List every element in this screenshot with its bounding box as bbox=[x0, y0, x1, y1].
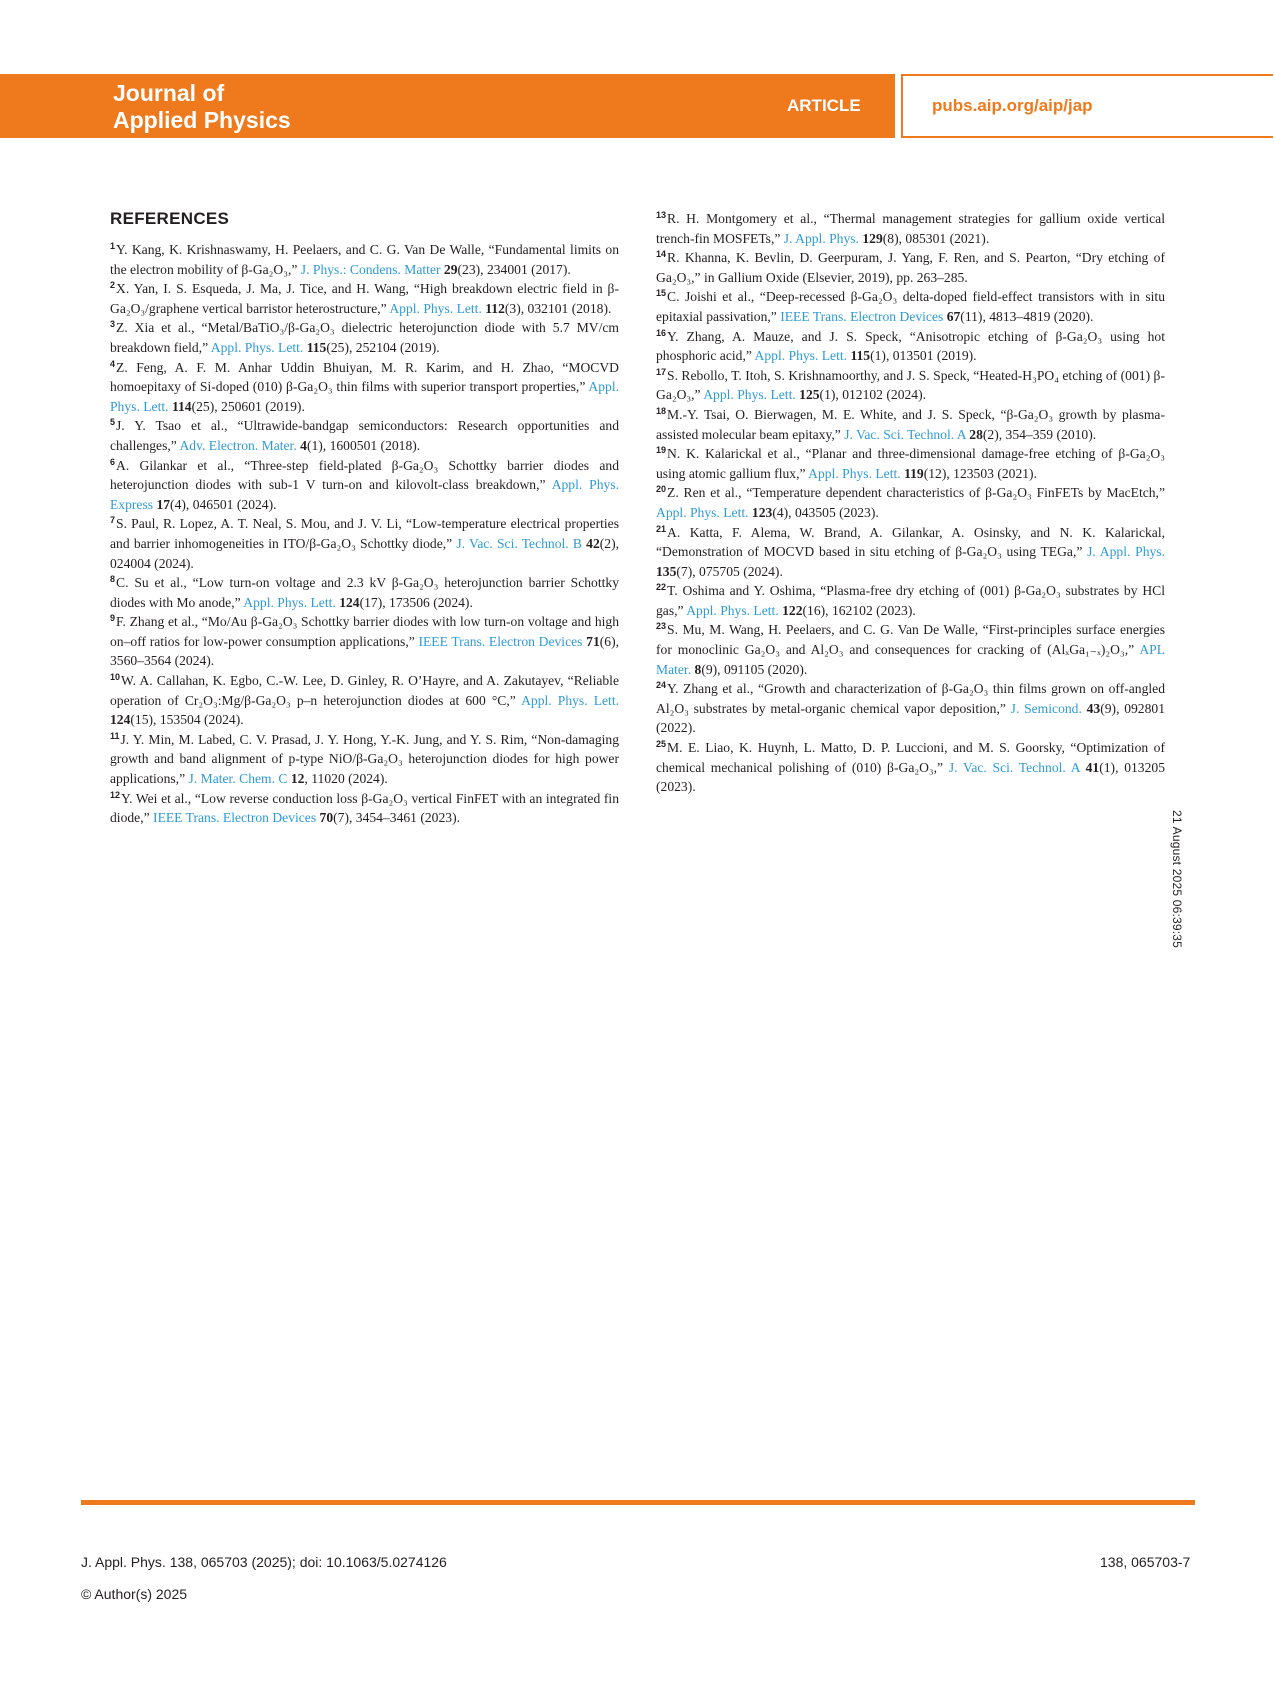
reference-volume: 43 bbox=[1086, 700, 1101, 716]
reference-text: S. Rebollo, T. Itoh, S. Krishnamoorthy, and J. S. Speck, “Heated-H₃PO₄ etching of (001) β-Ga₂O₃,” bbox=[656, 367, 1165, 403]
reference-journal-link[interactable]: J. Vac. Sci. Technol. A bbox=[844, 426, 966, 442]
reference-journal-link[interactable]: J. Vac. Sci. Technol. B bbox=[456, 535, 582, 551]
reference-item bbox=[656, 620, 1165, 679]
reference-text: Y. Wei et al., “Low reverse conduction loss β-Ga₂O₃ vertical FinFET with an integrated fin diode,” bbox=[110, 790, 619, 826]
reference-journal-link[interactable]: J. Semicond. bbox=[1010, 700, 1082, 716]
reference-volume: 28 bbox=[969, 426, 983, 442]
reference-number: 14 bbox=[656, 249, 667, 260]
reference-details: (4), 043505 (2023). bbox=[772, 504, 879, 520]
reference-volume: 124 bbox=[339, 594, 360, 610]
reference-volume: 125 bbox=[799, 387, 820, 403]
reference-journal-link[interactable]: Appl. Phys. Express bbox=[110, 477, 620, 512]
reference-journal-link[interactable]: J. Appl. Phys. bbox=[1087, 544, 1165, 560]
reference-item bbox=[110, 514, 619, 573]
reference-volume: 114 bbox=[171, 398, 192, 414]
journal-title-line2: Applied Physics bbox=[113, 107, 291, 133]
reference-item bbox=[656, 483, 1165, 522]
reference-journal-link[interactable]: Appl. Phys. Lett. bbox=[656, 504, 749, 520]
reference-text: Z. Feng, A. F. M. Anhar Uddin Bhuiyan, M. R. Karim, and H. Zhao, “MOCVD homoepitaxy of Si-doped (010) β-Ga₂O₃ thin films with superior transport properties,” bbox=[110, 359, 619, 395]
reference-volume: 70 bbox=[319, 810, 334, 826]
reference-text: W. A. Callahan, K. Egbo, C.-W. Lee, D. Ginley, R. O’Hayre, and A. Zakutayev, “Reliable operation of Cr₂O₃:Mg/β-Ga₂O₃ p–n heterojunction diodes at 600 °C,” bbox=[110, 673, 619, 708]
reference-details: (11), 4813–4819 (2020). bbox=[960, 308, 1094, 324]
reference-journal-link[interactable]: Appl. Phys. Lett. bbox=[521, 692, 619, 708]
reference-details: (6), 3560–3564 (2024). bbox=[110, 633, 619, 669]
reference-number: 7 bbox=[110, 515, 116, 526]
reference-volume: 129 bbox=[862, 230, 883, 246]
reference-item bbox=[110, 730, 619, 789]
reference-number: 8 bbox=[110, 574, 116, 585]
reference-journal-link[interactable]: Appl. Phys. Lett. bbox=[808, 465, 901, 481]
reference-item bbox=[110, 456, 619, 515]
article-label: ARTICLE bbox=[787, 96, 861, 115]
reference-volume: 112 bbox=[485, 300, 505, 316]
reference-number: 9 bbox=[110, 613, 116, 624]
reference-text: M. E. Liao, K. Huynh, L. Matto, D. P. Luccioni, and M. S. Goorsky, “Optimization of chemical mechanical polishing of (010) β-Ga₂O₃,” bbox=[656, 740, 1165, 775]
reference-volume: 42 bbox=[586, 535, 600, 551]
reference-number: 15 bbox=[656, 288, 667, 299]
reference-details: (7), 3454–3461 (2023). bbox=[333, 810, 460, 826]
reference-volume: 67 bbox=[946, 308, 961, 324]
reference-text: R. H. Montgomery et al., “Thermal management strategies for gallium oxide vertical trench-fin MOSFETs,” bbox=[656, 211, 1165, 246]
reference-details: (25), 252104 (2019). bbox=[326, 339, 440, 355]
reference-text: F. Zhang et al., “Mo/Au β-Ga₂O₃ Schottky barrier diodes with low turn-on voltage and high on–off ratios for low-power consumption applications,” bbox=[110, 614, 619, 649]
reference-details: (15), 153504 (2024). bbox=[130, 712, 244, 728]
reference-volume: 115 bbox=[306, 339, 327, 355]
reference-details: (1), 013205 (2023). bbox=[656, 759, 1165, 795]
reference-number: 2 bbox=[110, 280, 116, 291]
reference-journal-link[interactable]: Appl. Phys. Lett. bbox=[243, 594, 336, 610]
reference-text: C. Joishi et al., “Deep-recessed β-Ga₂O₃ delta-doped field-effect transistors with in situ epitaxial passivation,” bbox=[656, 289, 1165, 324]
reference-text: R. Khanna, K. Bevlin, D. Geerpuram, J. Yang, F. Ren, and S. Pearton, “Dry etching of Ga₂O₃,” in Gallium Oxide (Elsevier, 2019), pp. 263–285. bbox=[656, 250, 1165, 285]
reference-journal-link[interactable]: Appl. Phys. Lett. bbox=[389, 300, 482, 316]
reference-number: 3 bbox=[110, 319, 116, 330]
reference-volume: 124 bbox=[110, 712, 131, 728]
reference-journal-link[interactable]: Appl. Phys. Lett. bbox=[210, 339, 304, 355]
references-column-left bbox=[110, 240, 619, 828]
footer-copyright: © Author(s) 2025 bbox=[81, 1586, 188, 1602]
reference-number: 18 bbox=[656, 405, 667, 416]
reference-item bbox=[110, 671, 619, 730]
reference-number: 10 bbox=[110, 672, 121, 683]
reference-text: J. Y. Min, M. Labed, C. V. Prasad, J. Y. Hong, Y.-K. Jung, and Y. S. Rim, “Non-damaging growth and band alignment of p-type NiO/β-Ga₂O₃ heterojunction diodes for high power applications,” bbox=[110, 731, 619, 787]
reference-journal-link[interactable]: Adv. Electron. Mater. bbox=[179, 437, 297, 453]
reference-item bbox=[656, 444, 1165, 483]
reference-details: (4), 046501 (2024). bbox=[170, 496, 277, 512]
reference-volume: 4 bbox=[300, 437, 307, 453]
reference-details: (25), 250601 (2019). bbox=[191, 398, 305, 414]
reference-number: 12 bbox=[110, 789, 121, 800]
reference-volume: 41 bbox=[1085, 759, 1100, 775]
reference-journal-link[interactable]: IEEE Trans. Electron Devices bbox=[153, 810, 317, 826]
reference-volume: 123 bbox=[751, 504, 773, 520]
reference-item bbox=[110, 240, 619, 279]
reference-text: M.-Y. Tsai, O. Bierwagen, M. E. White, and J. S. Speck, “β-Ga₂O₃ growth by plasma-assisted molecular beam epitaxy,” bbox=[656, 406, 1165, 442]
reference-number: 13 bbox=[656, 210, 667, 220]
reference-item bbox=[110, 416, 619, 455]
reference-text: S. Paul, R. Lopez, A. T. Neal, S. Mou, and J. V. Li, “Low-temperature electrical properties and barrier inhomogeneities in ITO/β-Ga₂O₃ Schottky diode,” bbox=[110, 516, 619, 551]
footer-citation-block bbox=[81, 1546, 447, 1610]
reference-item bbox=[656, 523, 1165, 582]
reference-volume: 12 bbox=[290, 771, 305, 787]
reference-details: (23), 234001 (2017). bbox=[457, 261, 571, 277]
reference-text: Y. Zhang, A. Mauze, and J. S. Speck, “Anisotropic etching of β-Ga₂O₃ using hot phosphoric acid,” bbox=[656, 328, 1165, 364]
reference-number: 25 bbox=[656, 739, 667, 750]
reference-details: (2), 354–359 (2010). bbox=[982, 426, 1097, 442]
reference-text: X. Yan, I. S. Esqueda, J. Ma, J. Tice, and H. Wang, “High breakdown electric field in β-Ga₂O₃/graphene vertical barristor heterostructure,” bbox=[110, 281, 619, 316]
reference-journal-link[interactable]: J. Mater. Chem. C bbox=[188, 771, 288, 787]
reference-journal-link[interactable]: Appl. Phys. Lett. bbox=[754, 348, 848, 364]
reference-number: 17 bbox=[656, 366, 667, 377]
reference-number: 5 bbox=[110, 417, 116, 428]
reference-details: (1), 012102 (2024). bbox=[819, 387, 927, 403]
reference-number: 4 bbox=[110, 358, 116, 369]
reference-item bbox=[110, 318, 619, 357]
reference-text: C. Su et al., “Low turn-on voltage and 2.3 kV β-Ga₂O₃ heterojunction barrier Schottky diodes with Mo anode,” bbox=[110, 575, 619, 610]
reference-volume: 17 bbox=[156, 496, 171, 512]
reference-item bbox=[656, 738, 1165, 797]
reference-journal-link[interactable]: Appl. Phys. Lett. bbox=[686, 602, 779, 618]
reference-number: 20 bbox=[656, 484, 667, 495]
reference-text: Z. Ren et al., “Temperature dependent characteristics of β-Ga₂O₃ FinFETs by MacEtch,” bbox=[667, 485, 1165, 501]
reference-details: (1), 1600501 (2018). bbox=[306, 437, 421, 453]
reference-text: A. Katta, F. Alema, W. Brand, A. Gilankar, A. Osinsky, and N. K. Kalarickal, “Demonstration of MOCVD based in situ etching of β-Ga₂O₃ using TEGa,” bbox=[656, 524, 1165, 560]
reference-text: J. Y. Tsao et al., “Ultrawide-bandgap semiconductors: Research opportunities and challenges,” bbox=[110, 418, 619, 453]
reference-item bbox=[656, 366, 1165, 405]
reference-volume: 119 bbox=[904, 465, 924, 481]
section-title: REFERENCES bbox=[110, 209, 230, 228]
reference-text: Y. Zhang et al., “Growth and characterization of β-Ga₂O₃ thin films grown on off-angled Al₂O₃ substrates by metal-organic chemical vapor deposition,” bbox=[656, 681, 1165, 716]
reference-details: (2), 024004 (2024). bbox=[110, 535, 619, 571]
reference-text: S. Mu, M. Wang, H. Peelaers, and C. G. Van De Walle, “First-principles surface energies for monoclinic Ga₂O₃ and Al₂O₃ and consequences for cracking of (AlₓGa₁₋ₓ)₂O₃,” bbox=[656, 622, 1165, 658]
reference-journal-link[interactable]: Appl. Phys. Lett. bbox=[703, 387, 796, 403]
reference-text: N. K. Kalarickal et al., “Planar and three-dimensional damage-free etching of β-Ga₂O₃ using atomic gallium flux,” bbox=[656, 446, 1165, 481]
reference-volume: 135 bbox=[656, 563, 677, 579]
reference-item bbox=[656, 248, 1165, 287]
reference-details: , 11020 (2024). bbox=[304, 771, 388, 787]
reference-journal-link[interactable]: J. Vac. Sci. Technol. A bbox=[948, 759, 1080, 775]
reference-number: 21 bbox=[656, 523, 667, 534]
reference-details: (3), 032101 (2018). bbox=[504, 300, 612, 316]
reference-text: T. Oshima and Y. Oshima, “Plasma-free dry etching of (001) β-Ga₂O₃ substrates by HCl gas,” bbox=[656, 583, 1165, 618]
reference-details: (17), 173506 (2024). bbox=[359, 594, 473, 610]
reference-volume: 8 bbox=[694, 661, 702, 677]
reference-item bbox=[110, 612, 619, 671]
reference-volume: 115 bbox=[850, 348, 871, 364]
reference-number: 22 bbox=[656, 582, 667, 593]
reference-number: 24 bbox=[656, 680, 667, 691]
reference-details: (1), 013501 (2019). bbox=[870, 348, 977, 364]
reference-text: A. Gilankar et al., “Three-step field-plated β-Ga₂O₃ Schottky barrier diodes and heterojunction diodes with sub-1 V turn-on and kilovolt-class breakdown,” bbox=[110, 457, 619, 493]
reference-details: (9), 092801 (2022). bbox=[656, 700, 1165, 736]
reference-details: (16), 162102 (2023). bbox=[802, 602, 916, 618]
reference-number: 23 bbox=[656, 621, 667, 632]
reference-item bbox=[656, 209, 1165, 248]
reference-journal-link[interactable]: Appl. Phys. Lett. bbox=[110, 379, 619, 414]
references-column-right bbox=[656, 209, 1165, 797]
reference-item bbox=[110, 573, 619, 612]
reference-details: (9), 091105 (2020). bbox=[701, 661, 808, 677]
reference-details: (12), 123503 (2021). bbox=[923, 465, 1037, 481]
reference-details: (8), 085301 (2021). bbox=[882, 230, 990, 246]
footer-page-number: 138, 065703-7 bbox=[1100, 1554, 1191, 1570]
reference-journal-link[interactable]: IEEE Trans. Electron Devices bbox=[418, 633, 583, 649]
reference-volume: 71 bbox=[586, 633, 600, 649]
reference-number: 16 bbox=[656, 327, 667, 338]
reference-item bbox=[656, 679, 1165, 738]
journal-title bbox=[113, 80, 291, 134]
reference-journal-link[interactable]: APL Mater. bbox=[656, 642, 1165, 677]
reference-item bbox=[656, 581, 1165, 620]
reference-item bbox=[656, 327, 1165, 366]
reference-item bbox=[656, 287, 1165, 326]
reference-number: 6 bbox=[110, 456, 116, 467]
journal-url-link[interactable]: pubs.aip.org/aip/jap bbox=[932, 96, 1093, 115]
reference-volume: 29 bbox=[443, 261, 458, 277]
reference-number: 1 bbox=[110, 241, 116, 251]
reference-journal-link[interactable]: IEEE Trans. Electron Devices bbox=[780, 308, 944, 324]
reference-text: Y. Kang, K. Krishnaswamy, H. Peelaers, and C. G. Van De Walle, “Fundamental limits on the electron mobility of β-Ga₂O₃,” bbox=[110, 242, 619, 277]
reference-volume: 122 bbox=[782, 602, 803, 618]
reference-item bbox=[656, 405, 1165, 444]
reference-item bbox=[110, 789, 619, 828]
reference-journal-link[interactable]: J. Appl. Phys. bbox=[783, 230, 859, 246]
reference-text: Z. Xia et al., “Metal/BaTiO₃/β-Ga₂O₃ dielectric heterojunction diode with 5.7 MV/cm breakdown field,” bbox=[110, 320, 619, 355]
download-timestamp: 21 August 2025 06:39:35 bbox=[1170, 810, 1184, 949]
reference-item bbox=[110, 279, 619, 318]
reference-number: 11 bbox=[110, 730, 120, 741]
footer-rule bbox=[81, 1500, 1195, 1505]
reference-number: 19 bbox=[656, 445, 667, 456]
journal-title-line1: Journal of bbox=[113, 80, 225, 106]
reference-details: (7), 075705 (2024). bbox=[676, 563, 783, 579]
reference-item bbox=[110, 358, 619, 417]
footer-citation: J. Appl. Phys. 138, 065703 (2025); doi: 10.1063/5.0274126 bbox=[81, 1554, 447, 1570]
reference-journal-link[interactable]: J. Phys.: Condens. Matter bbox=[300, 261, 441, 277]
